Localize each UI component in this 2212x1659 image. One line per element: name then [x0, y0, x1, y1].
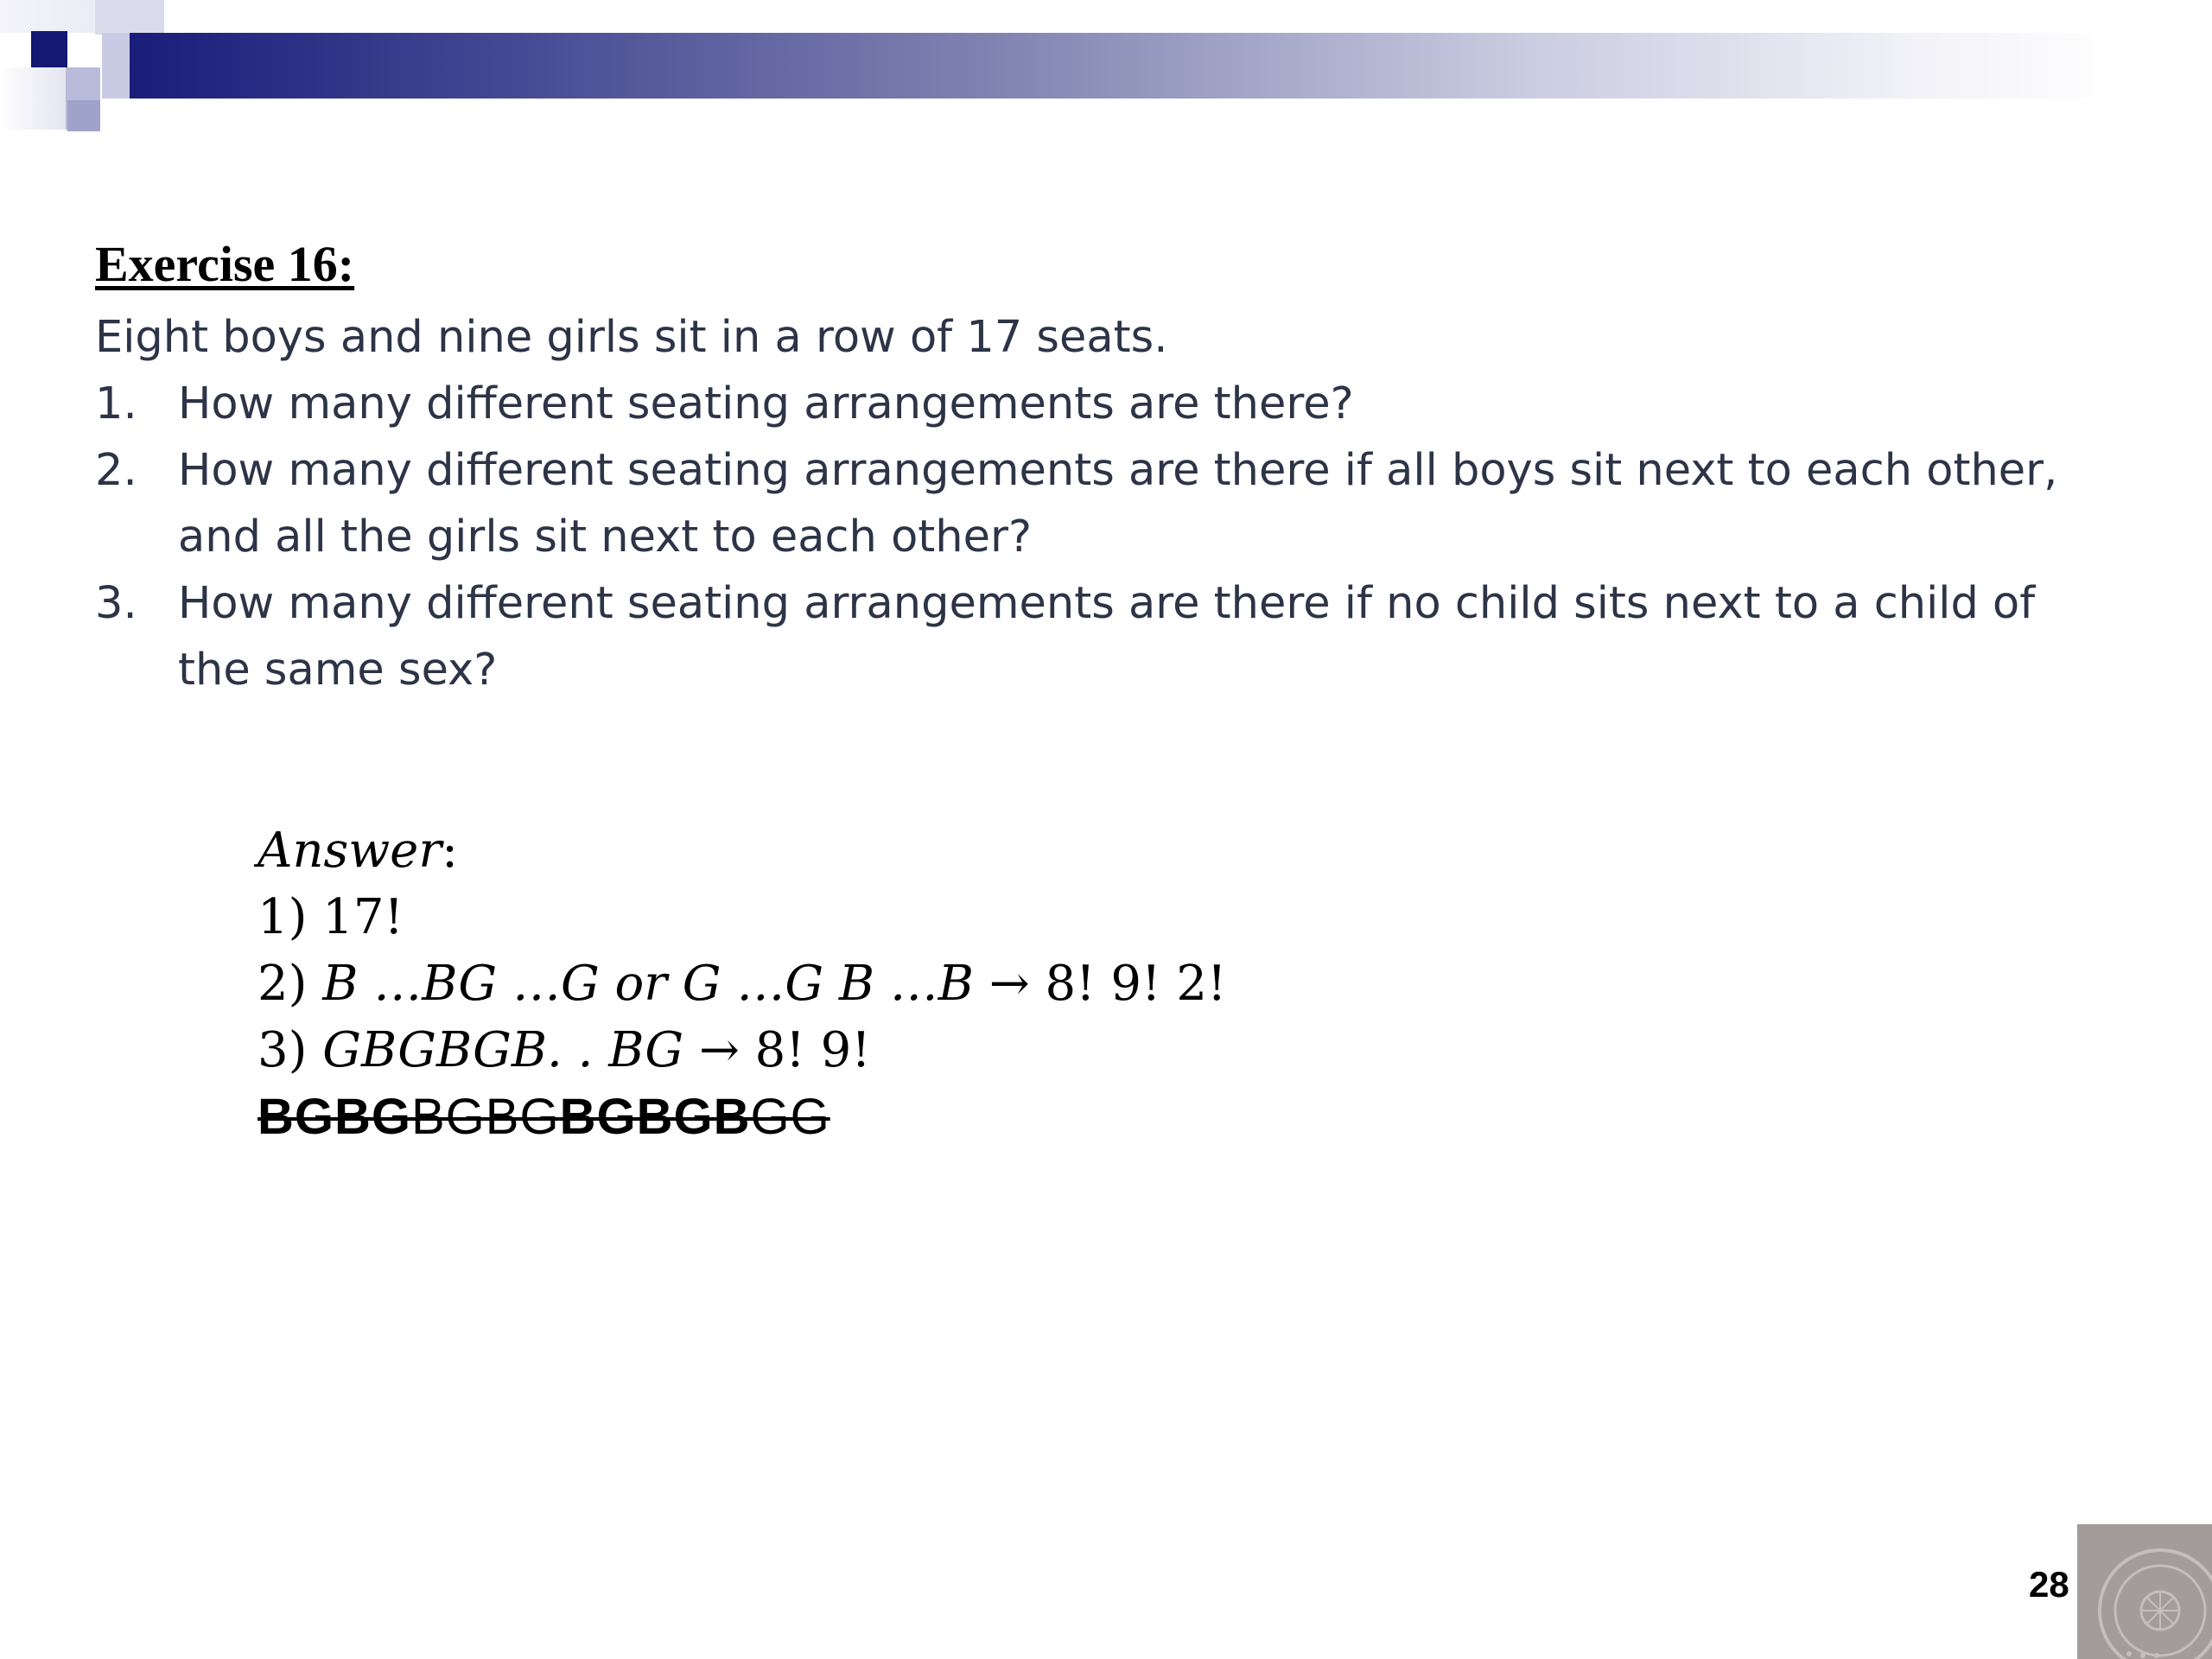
answer-line-2 — [257, 950, 1227, 1017]
sequence-segment: GG — [750, 1089, 830, 1145]
question-number: 3. — [95, 578, 137, 629]
answer-line-3-result: → 8! 9! — [683, 1022, 871, 1078]
exercise-title: Exercise 16: — [95, 236, 355, 292]
answer-block — [257, 817, 1227, 1150]
question-list — [95, 371, 2082, 703]
answer-line-2-math: B …BG …G or G …G B …B — [322, 956, 974, 1012]
question-item — [95, 570, 2082, 703]
answer-line-2-result: → 8! 9! 2! — [973, 956, 1227, 1012]
problem-intro: Eight boys and nine girls sit in a row of 17 seats. — [95, 312, 1168, 363]
header-square — [67, 100, 100, 131]
question-text: How many different seating arrangements are there? — [178, 378, 1354, 429]
header-gradient-band — [130, 33, 2117, 99]
header-square — [95, 0, 164, 35]
question-item — [95, 371, 2082, 437]
header-square-dark — [31, 31, 67, 67]
header-square — [0, 67, 66, 130]
question-text: How many different seating arrangements are there if all boys sit next to each other, and all the girls sit next to each other? — [178, 445, 2058, 563]
answer-line-3 — [257, 1017, 1227, 1084]
problem-statement — [95, 304, 2082, 703]
slide-header-decoration — [0, 0, 2212, 138]
sequence-segment: BGBGB — [559, 1089, 751, 1145]
answer-label-colon: : — [442, 823, 458, 879]
question-text: How many different seating arrangements are there if no child sits next to a child of the same sex? — [178, 578, 2036, 696]
answer-heading — [257, 817, 1227, 884]
seal-graphic — [2077, 1524, 2212, 1659]
math-circle-seal-icon — [2077, 1524, 2212, 1659]
answer-line-1: 1) 17! — [257, 889, 404, 945]
page-number: 28 — [2029, 1564, 2069, 1605]
answer-label: Answer — [257, 823, 442, 879]
question-number: 2. — [95, 445, 137, 496]
answer-line-3-prefix: 3) — [257, 1022, 323, 1078]
question-number: 1. — [95, 378, 137, 429]
seating-sequence — [257, 1084, 1227, 1150]
sequence-segment: BGBG — [257, 1089, 411, 1145]
question-item — [95, 437, 2082, 570]
answer-line-3-math: GBGBGB. . BG — [322, 1022, 684, 1078]
answer-line-2-prefix: 2) — [257, 956, 323, 1012]
sequence-segment: BGBG — [411, 1089, 560, 1145]
